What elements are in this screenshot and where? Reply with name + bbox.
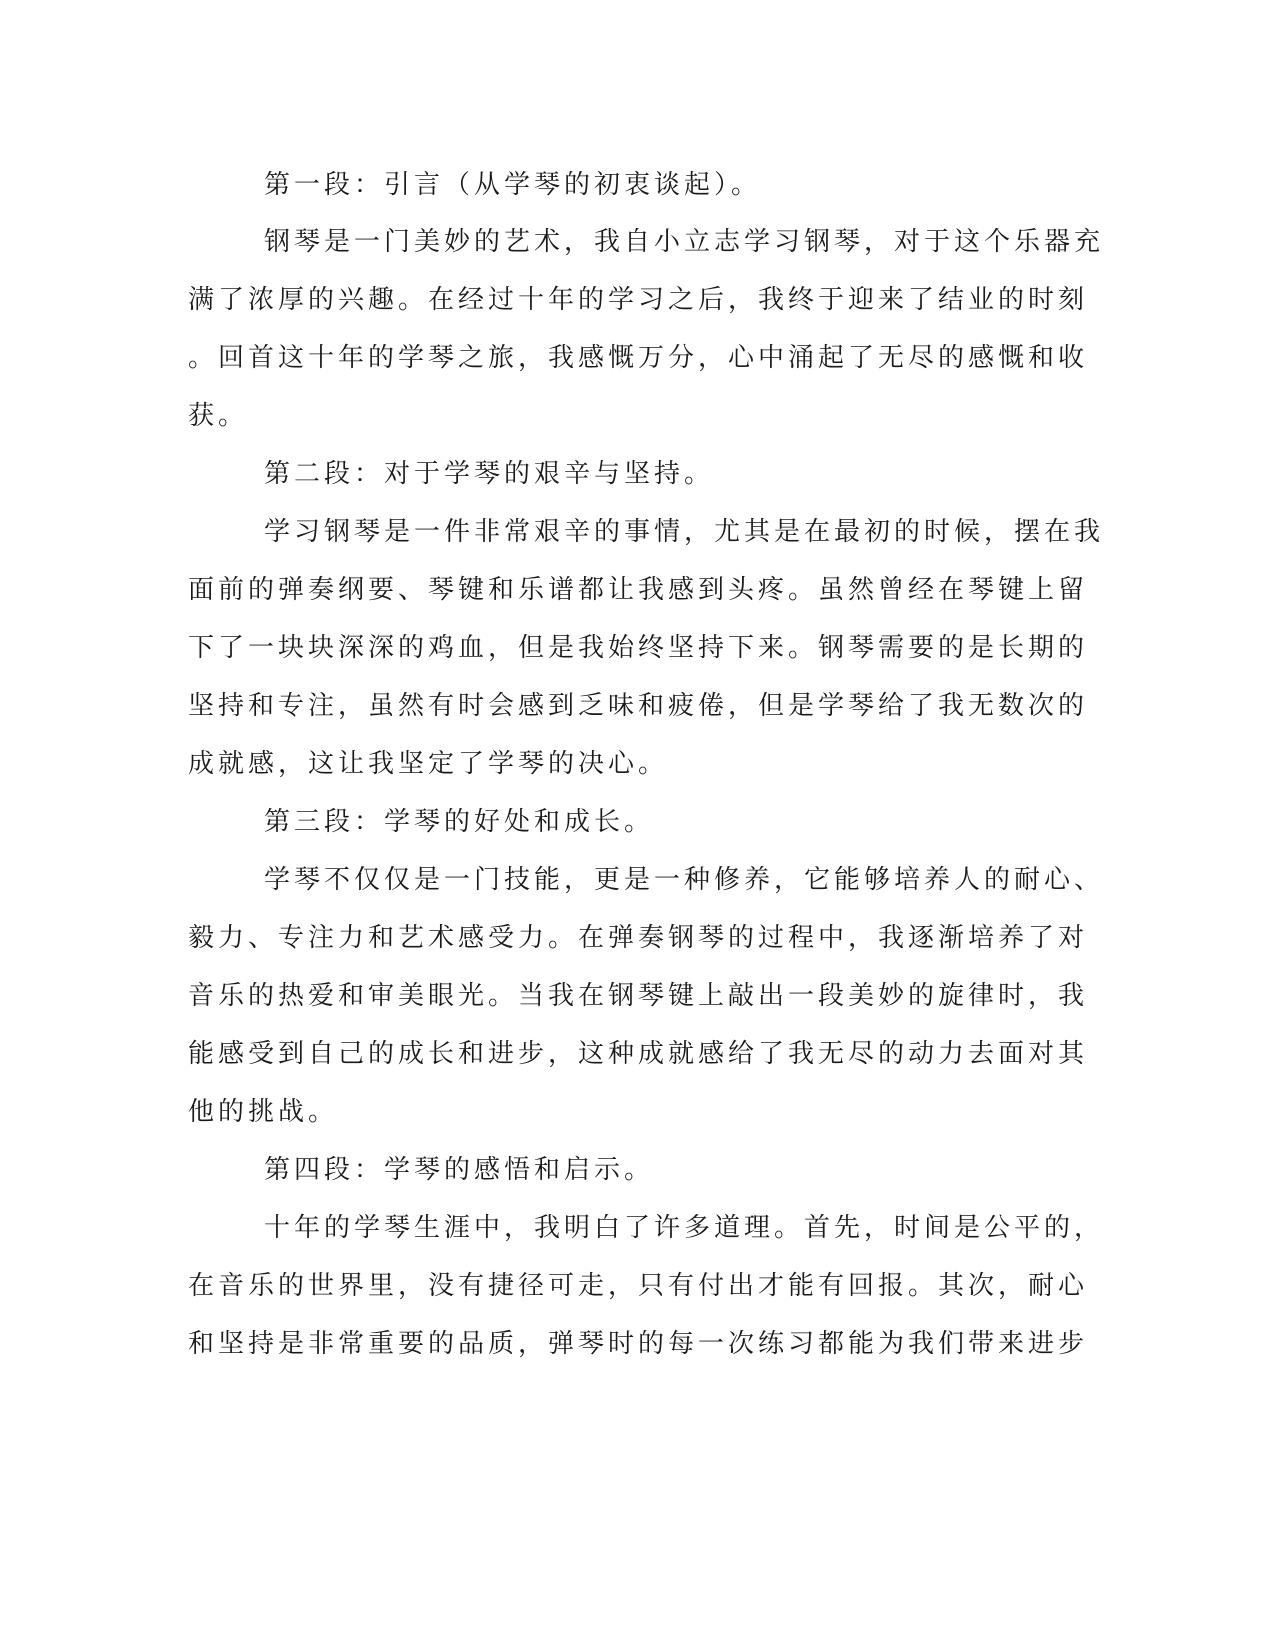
paragraph-3-line: 学琴不仅仅是一门技能，更是一种修养，它能够培养人的耐心、	[264, 865, 1105, 895]
paragraph-1-heading: 第一段：引言（从学琴的初衷谈起）。	[264, 170, 762, 200]
paragraph-2-line: 成就感，这让我坚定了学琴的决心。	[188, 749, 669, 779]
paragraph-2-line: 下了一块块深深的鸡血，但是我始终坚持下来。钢琴需要的是长期的	[188, 633, 1089, 663]
paragraph-1-line: 获。	[188, 401, 249, 431]
paragraph-1-line: 满了浓厚的兴趣。在经过十年的学习之后，我终于迎来了结业的时刻	[188, 285, 1089, 315]
paragraph-4-line: 和坚持是非常重要的品质，弹琴时的每一次练习都能为我们带来进步	[188, 1329, 1089, 1359]
paragraph-3-line: 他的挑战。	[188, 1097, 339, 1127]
paragraph-3-line: 音乐的热爱和审美眼光。当我在钢琴键上敲出一段美妙的旋律时，我	[188, 981, 1089, 1011]
paragraph-2-line: 学习钢琴是一件非常艰辛的事情，尤其是在最初的时候，摆在我	[264, 517, 1105, 547]
paragraph-3-line: 能感受到自己的成长和进步，这种成就感给了我无尽的动力去面对其	[188, 1039, 1089, 1069]
paragraph-4-line: 十年的学琴生涯中，我明白了许多道理。首先，时间是公平的，	[264, 1213, 1105, 1243]
paragraph-2-heading: 第二段：对于学琴的艰辛与坚持。	[264, 459, 715, 489]
paragraph-3-line: 毅力、专注力和艺术感受力。在弹奏钢琴的过程中，我逐渐培养了对	[188, 923, 1089, 953]
paragraph-3-heading: 第三段：学琴的好处和成长。	[264, 807, 655, 837]
paragraph-2-line: 面前的弹奏纲要、琴键和乐谱都让我感到头疼。虽然曾经在琴键上留	[188, 575, 1089, 605]
paragraph-4-heading: 第四段：学琴的感悟和启示。	[264, 1155, 655, 1185]
paragraph-1-line: 钢琴是一门美妙的艺术，我自小立志学习钢琴，对于这个乐器充	[264, 227, 1105, 257]
paragraph-2-line: 坚持和专注，虽然有时会感到乏味和疲倦，但是学琴给了我无数次的	[188, 691, 1089, 721]
paragraph-4-line: 在音乐的世界里，没有捷径可走，只有付出才能有回报。其次，耐心	[188, 1271, 1089, 1301]
paragraph-1-line: 。回首这十年的学琴之旅，我感慨万分，心中涌起了无尽的感慨和收	[188, 343, 1089, 373]
